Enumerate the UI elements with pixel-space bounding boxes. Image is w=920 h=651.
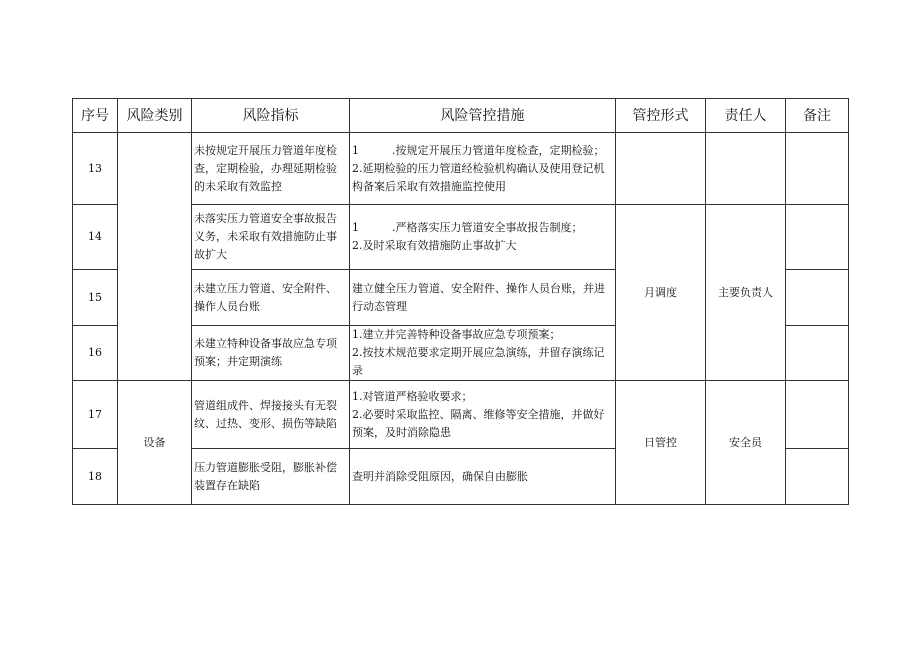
responsible-cell: 安全员: [706, 381, 786, 505]
remarks-cell: [786, 270, 849, 326]
header-seq: 序号: [73, 99, 118, 133]
remarks-cell: [786, 326, 849, 381]
header-row: [73, 99, 849, 133]
remarks-cell: [786, 381, 849, 449]
risk-indicator: 未建立特种设备事故应急专项预案；并定期演练: [192, 326, 350, 381]
control-form-cell: 日管控: [616, 381, 706, 505]
measure-line: 1 .严格落实压力管道安全事故报告制度；: [352, 221, 583, 234]
control-measures: [350, 381, 616, 449]
measure-line: 2.必要时采取监控、隔离、维修等安全措施，并做好预案，及时消除隐患: [352, 407, 605, 439]
control-measures: [350, 205, 616, 270]
measure-line: 1 .按规定开展压力管道年度检查，定期检验；: [352, 143, 605, 157]
header-responsible: 责任人: [706, 99, 786, 133]
measure-line: 1.建立并完善特种设备事故应急专项预案；: [352, 328, 561, 341]
control-measures: [350, 449, 616, 505]
table-row: [73, 133, 849, 205]
row-number: 16: [73, 326, 118, 381]
risk-indicator: 压力管道膨胀受阻，膨胀补偿装置存在缺陷: [192, 449, 350, 505]
responsible-cell: 主要负责人: [706, 205, 786, 381]
header-category: 风险类别: [118, 99, 192, 133]
header-indicator: 风险指标: [192, 99, 350, 133]
measure-line: 查明并消除受阻原因，确保自由膨胀: [352, 469, 528, 483]
category-cell: 设备: [118, 381, 192, 505]
row-number: 18: [73, 449, 118, 505]
measure-line: 建立健全压力管道、安全附件、操作人员台账，并进行动态管理: [352, 281, 605, 313]
header-remarks: 备注: [786, 99, 849, 133]
header-measures: 风险管控措施: [350, 99, 616, 133]
control-measures: [350, 133, 616, 205]
remarks-cell: [786, 205, 849, 270]
row-number: 13: [73, 133, 118, 205]
risk-indicator: 未落实压力管道安全事故报告义务，未采取有效措施防止事故扩大: [192, 205, 350, 270]
measure-line: 2.按技术规范要求定期开展应急演练，并留存演练记录: [352, 346, 605, 377]
remarks-cell: [786, 133, 849, 205]
control-form-cell: [616, 133, 706, 205]
control-measures: [350, 326, 616, 381]
measure-line: 2.及时采取有效措施防止事故扩大: [352, 239, 517, 252]
risk-control-table: [72, 98, 849, 505]
risk-indicator: 管道组成件、焊接接头有无裂纹、过热、变形、损伤等缺陷: [192, 381, 350, 449]
row-number: 14: [73, 205, 118, 270]
table-row: [73, 381, 849, 449]
row-number: 17: [73, 381, 118, 449]
control-form-cell: 月调度: [616, 205, 706, 381]
control-measures: [350, 270, 616, 326]
risk-indicator: 未按规定开展压力管道年度检查，定期检验，办理延期检验的未采取有效监控: [192, 133, 350, 205]
responsible-cell: [706, 133, 786, 205]
category-cell: [118, 133, 192, 381]
measure-line: 1.对管道严格验收要求；: [352, 389, 473, 403]
measure-line: 2.延期检验的压力管道经检验机构确认及使用登记机构备案后采取有效措施监控使用: [352, 161, 605, 193]
remarks-cell: [786, 449, 849, 505]
header-control-form: 管控形式: [616, 99, 706, 133]
risk-indicator: 未建立压力管道、安全附件、操作人员台账: [192, 270, 350, 326]
row-number: 15: [73, 270, 118, 326]
